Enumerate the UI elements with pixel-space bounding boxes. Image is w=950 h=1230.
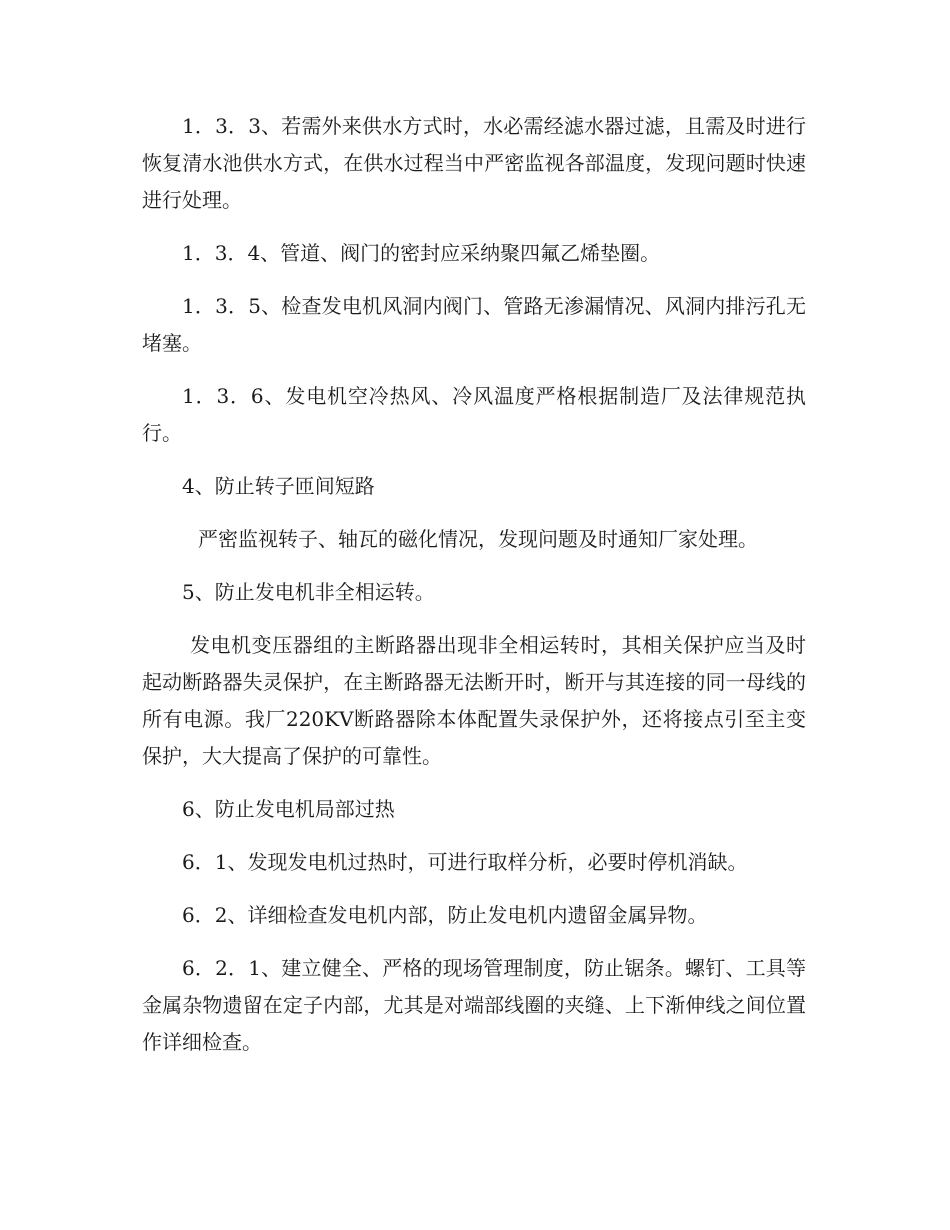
paragraph-section-4-body: 严密监视转子、轴瓦的磁化情况，发现问题及时通知厂家处理。 [198,527,758,551]
paragraph-6-2: 6．2、详细检查发电机内部，防止发电机内遗留金属异物。 [182,903,708,927]
paragraph-1-3-3: 1．3．3、若需外来供水方式时，水必需经滤水器过滤，且需及时进行恢复清水池供水方式，在供水过程当中严密监视各部温度，发现问题时快速进行处理。 [142,114,806,212]
paragraph-1-3-6: 1．3．6、发电机空冷热风、冷风温度严格根据制造厂及法律规范执行。 [142,384,806,445]
paragraph-6-2-1: 6．2．1、建立健全、严格的现场管理制度，防止锯条。螺钉、工具等金属杂物遗留在定子内部，尤其是对端部线圈的夹缝、上下渐伸线之间位置作详细检查。 [142,956,806,1054]
paragraph-1-3-4: 1．3．4、管道、阀门的密封应采纳聚四氟乙烯垫圈。 [182,241,661,265]
paragraph-section-5-body: 发电机变压器组的主断路器出现非全相运转时，其相关保护应当及时起动断路器失灵保护，在主断路器无法断开时，断开与其连接的同一母线的所有电源。我厂220KV断路器除本体配置失录保护外，还将接点引至主变保护，大大提高了保护的可靠性。 [142,633,806,768]
heading-section-4: 4、防止转子匝间短路 [182,474,375,498]
heading-section-5: 5、防止发电机非全相运转。 [182,580,435,604]
paragraph-6-1: 6．1、发现发电机过热时，可进行取样分析，必要时停机消缺。 [182,850,748,874]
paragraph-1-3-5: 1．3．5、检查发电机风洞内阀门、管路无渗漏情况、风洞内排污孔无堵塞。 [142,294,806,355]
document-body [142,108,806,1061]
heading-section-6: 6、防止发电机局部过热 [182,797,395,821]
